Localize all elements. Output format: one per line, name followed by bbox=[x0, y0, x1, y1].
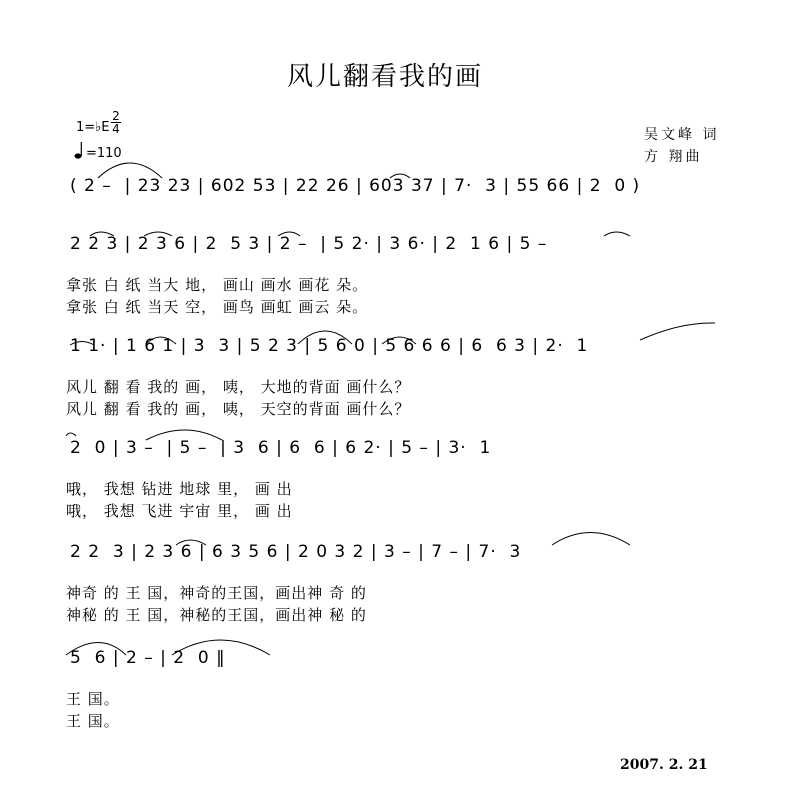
lyrics-verse-1: 神奇 的 王 国，神奇的王国，画出神 奇 的 bbox=[66, 584, 367, 602]
lyrics-verse-1: 拿张 白 纸 当大 地， 画山 画水 画花 朵。 bbox=[66, 276, 369, 294]
time-signature-bottom: 4 bbox=[112, 122, 120, 136]
tempo: =110 bbox=[86, 146, 122, 161]
lyrics-verse-2: 神秘 的 王 国，神秘的王国，画出神 秘 的 bbox=[66, 606, 367, 624]
notation-notes: 2 2 3 | 2 3 6 | 6 3 5 6 | 2 0 3 2 | 3 – | 7 – | 7· 3 bbox=[70, 542, 522, 562]
notation-notes: 1 1· | 1 6 1 | 3 3 | 5 2 3 | 5 6 0 | 5 6 6 6 | 6 6 3 | 2· 1 bbox=[70, 336, 589, 356]
date-stamp: 2007. 2. 21 bbox=[620, 757, 708, 773]
notation-notes: 2 0 | 3 – | 5 – | 3 6 | 6 6 | 6 2· | 5 – | 3· 1 bbox=[70, 438, 492, 458]
song-title: 风儿翻看我的画 bbox=[286, 62, 483, 92]
lyrics-verse-2: 哦， 我想 飞进 宇宙 里， 画 出 bbox=[66, 502, 293, 520]
lyrics-verse-1: 哦， 我想 钻进 地球 里， 画 出 bbox=[66, 480, 293, 498]
notation-notes: 2 2 3 | 2 3 6 | 2 5 3 | 2 – | 5 2· | 3 6· | 2 1 6 | 5 – bbox=[70, 234, 548, 254]
notation-notes: 5 6 | 2 – | 2 0 ‖ bbox=[70, 648, 226, 668]
lyrics-verse-1: 王 国。 bbox=[66, 690, 120, 708]
key-signature: 1=♭E bbox=[76, 120, 110, 135]
lyricist: 吴文峰 词 bbox=[644, 127, 720, 143]
lyrics-verse-1: 风儿 翻 看 我的 画， 咦， 大地的背面 画什么？ bbox=[66, 378, 411, 396]
time-signature-top: 2 bbox=[112, 109, 120, 123]
composer: 方 翔曲 bbox=[644, 149, 703, 165]
lyrics-verse-2: 风儿 翻 看 我的 画， 咦， 天空的背面 画什么？ bbox=[66, 400, 411, 418]
lyrics-verse-2: 拿张 白 纸 当天 空， 画鸟 画虹 画云 朵。 bbox=[66, 298, 369, 316]
notation-notes: ( 2 – | 23 23 | 602 53 | 22 26 | 603 37 | 7· 3 | 55 66 | 2 0 ) bbox=[70, 176, 641, 196]
lyrics-verse-2: 王 国。 bbox=[66, 712, 120, 730]
